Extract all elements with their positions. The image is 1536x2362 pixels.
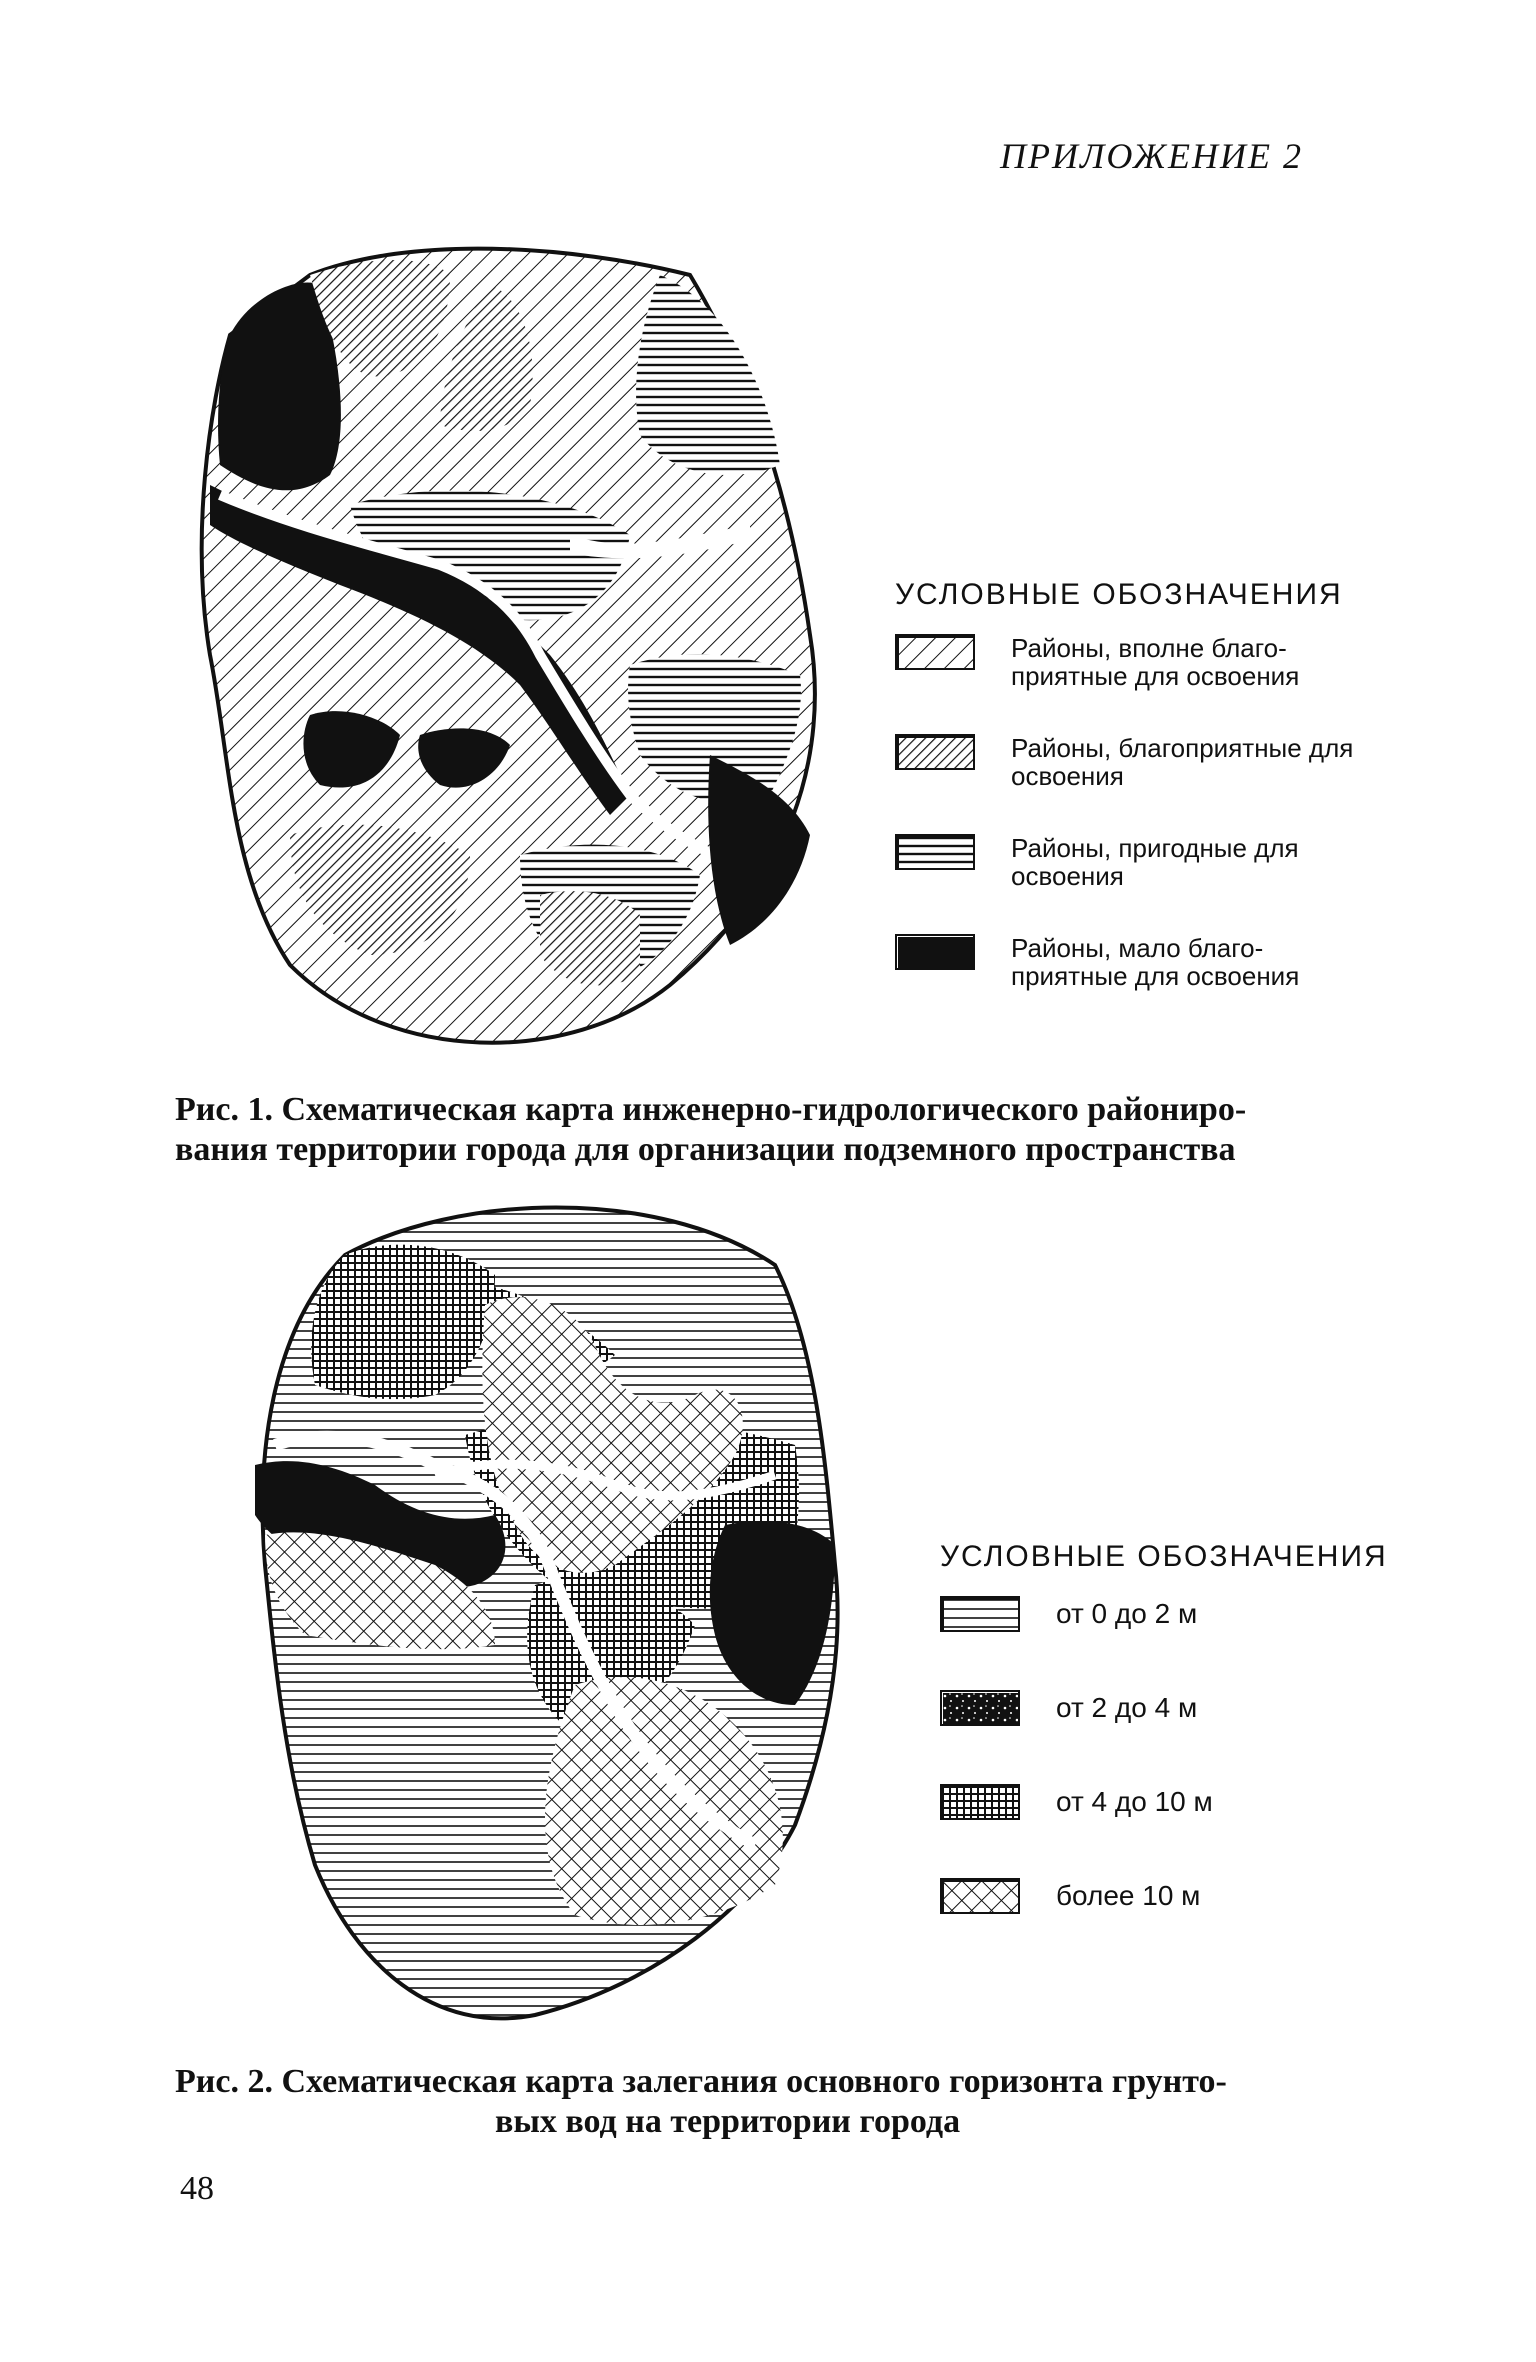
legend-label: более 10 м [1056, 1880, 1201, 1911]
figure1-caption [175, 1090, 1355, 1170]
legend-swatch-cross-hatch [940, 1878, 1020, 1914]
figure2-legend [940, 1540, 1388, 1972]
legend-item [895, 834, 1371, 890]
legend-swatch-grid [940, 1784, 1020, 1820]
legend-item [940, 1784, 1388, 1820]
caption-line: вания территории города для организации подземного пространства [175, 1131, 1236, 1168]
legend-swatch-speckle [940, 1690, 1020, 1726]
legend-title: УСЛОВНЫЕ ОБОЗНАЧЕНИЯ [895, 578, 1343, 611]
appendix-heading: ПРИЛОЖЕНИЕ 2 [1000, 136, 1303, 176]
figure1-map [190, 235, 840, 1075]
legend-item [940, 1596, 1388, 1632]
caption-line: Рис. 1. Схематическая карта инженерно-гидрологического райониро- [175, 1091, 1247, 1128]
figure2-caption [175, 2062, 1355, 2142]
legend-label: от 4 до 10 м [1056, 1786, 1213, 1817]
legend-swatch-dense-diagonal [895, 734, 975, 770]
legend-label: Районы, пригодные для освоения [1011, 833, 1299, 891]
caption-line: вых вод на территории города [495, 2103, 961, 2140]
legend-title: УСЛОВНЫЕ ОБОЗНАЧЕНИЯ [940, 1540, 1388, 1573]
legend-label: от 2 до 4 м [1056, 1692, 1198, 1723]
legend-item [895, 634, 1371, 690]
legend-swatch-diagonal [895, 634, 975, 670]
figure2-map [235, 1185, 875, 2055]
legend-swatch-solid [895, 934, 975, 970]
figure1-legend [895, 578, 1371, 1034]
legend-label: Районы, вполне благо-приятные для освоения [1011, 633, 1300, 691]
legend-label: от 0 до 2 м [1056, 1598, 1198, 1629]
legend-swatch-horizontal [895, 834, 975, 870]
legend-item [895, 734, 1371, 790]
page-number: 48 [180, 2170, 214, 2207]
legend-label: Районы, мало благо-приятные для освоения [1011, 933, 1300, 991]
caption-line: Рис. 2. Схематическая карта залегания основного горизонта грунто- [175, 2063, 1227, 2100]
legend-swatch-horizontal [940, 1596, 1020, 1632]
legend-item [895, 934, 1371, 990]
legend-item [940, 1690, 1388, 1726]
legend-label: Районы, благоприятные для освоения [1011, 733, 1354, 791]
legend-item [940, 1878, 1388, 1914]
